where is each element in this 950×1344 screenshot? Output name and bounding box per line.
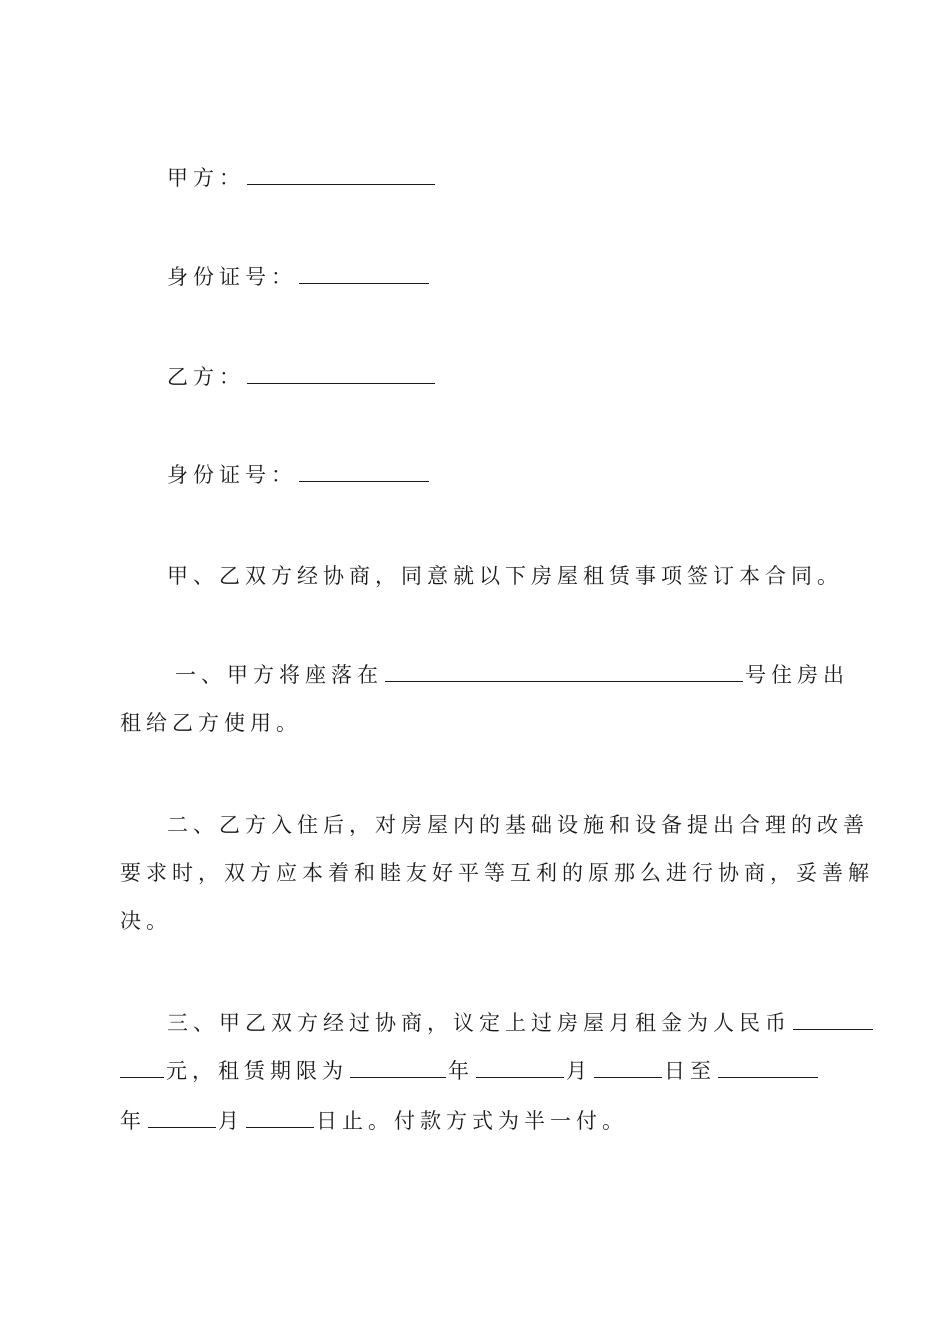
clause3-end-month: 月: [218, 1109, 244, 1133]
clause2-line1: 二、乙方入住后，对房屋内的基础设施和设备提出合理的改善: [167, 813, 869, 837]
clause2-line2: 要求时，双方应本着和睦友好平等互利的原那么进行协商，妥善解: [120, 861, 874, 885]
clause1-part1: 一、甲方将座落在: [175, 663, 383, 687]
id-b-label: 身份证号：: [167, 463, 297, 487]
clause3-yuan: 元，租赁期限为: [166, 1059, 348, 1083]
clause3-day-to: 日至: [664, 1059, 716, 1083]
clause3-line1: [167, 1009, 875, 1037]
id-b-line: [167, 461, 431, 489]
clause1-address-blank: [385, 663, 743, 682]
intro-paragraph: 甲、乙双方经协商，同意就以下房屋租赁事项签订本合同。: [167, 564, 843, 588]
clause2-line3: 决。: [120, 909, 172, 933]
clause1-part2: 号住房出: [745, 663, 849, 687]
rent-blank-a: [793, 1011, 873, 1030]
id-a-label: 身份证号：: [167, 265, 297, 289]
id-a-blank: [299, 265, 429, 284]
party-b-line: [167, 363, 437, 391]
id-a-line: [167, 263, 431, 291]
party-a-blank: [247, 166, 435, 185]
clause3-end-tail: 日止。付款方式为半一付。: [316, 1109, 628, 1133]
party-b-label: 乙方：: [167, 365, 245, 389]
id-b-blank: [299, 463, 429, 482]
party-a-label: 甲方：: [167, 166, 245, 190]
party-b-blank: [247, 365, 435, 384]
clause3-month: 月: [566, 1059, 592, 1083]
clause3-part1: 三、甲乙双方经过协商，议定上过房屋月租金为人民币: [167, 1011, 791, 1035]
rent-blank-b: [120, 1059, 164, 1078]
end-day-blank: [246, 1109, 314, 1128]
start-year-blank: [350, 1059, 446, 1078]
clause1-line1: [175, 661, 849, 689]
start-day-blank: [594, 1059, 662, 1078]
party-a-line: [167, 164, 437, 192]
end-year-blank-a: [718, 1059, 818, 1078]
start-month-blank: [476, 1059, 564, 1078]
clause3-year: 年: [448, 1059, 474, 1083]
clause3-end-year: 年: [120, 1109, 146, 1133]
end-month-blank: [148, 1109, 216, 1128]
clause1-line2: 租给乙方使用。: [120, 711, 302, 735]
clause3-line3: [120, 1107, 628, 1135]
clause3-line2: [120, 1057, 820, 1085]
